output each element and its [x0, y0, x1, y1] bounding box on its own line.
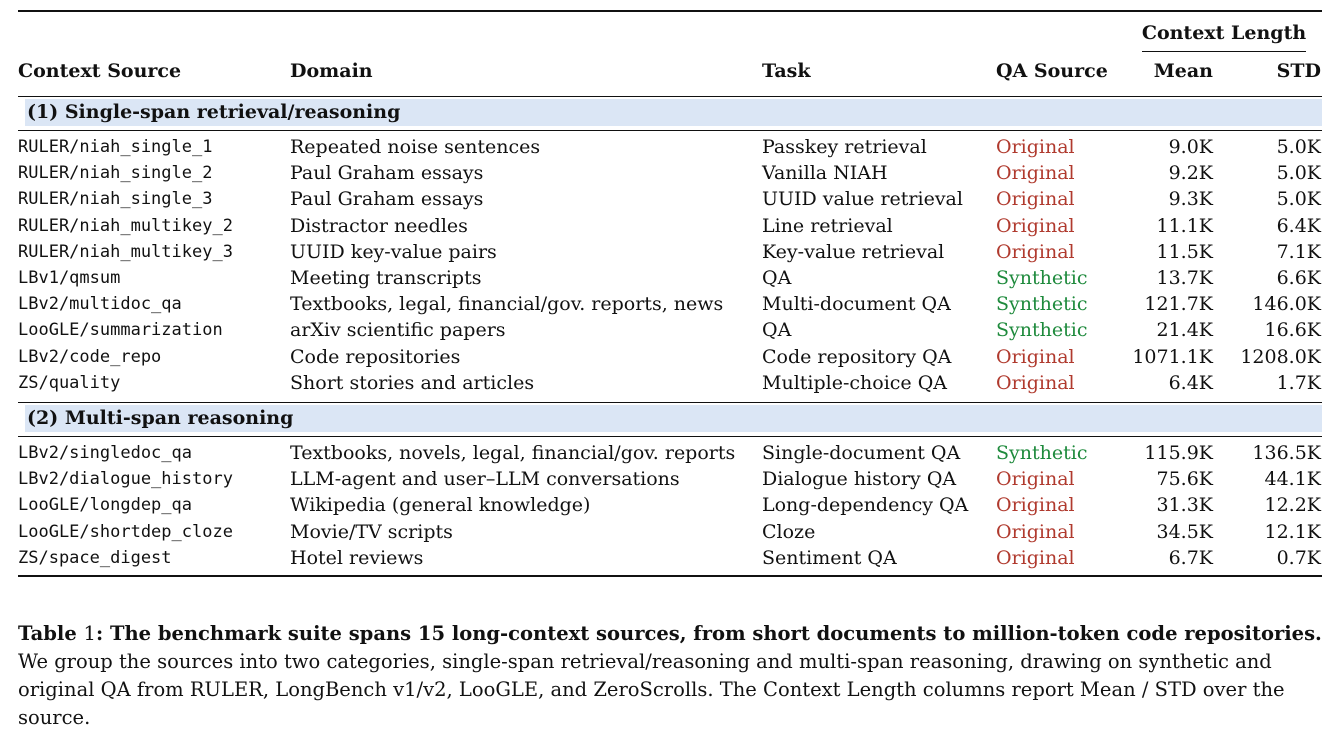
std-cell: 16.6K [1264, 319, 1321, 342]
context-source-cell: RULER/niah_single_3 [18, 189, 213, 210]
context-source-cell: RULER/niah_single_1 [18, 137, 213, 157]
domain-cell: Repeated noise sentences [290, 136, 541, 158]
section-rule [18, 402, 1322, 403]
std-cell: 136.5K [1252, 442, 1321, 464]
context-source-cell: LBv2/dialogue_history [18, 469, 233, 490]
mean-cell: 75.6K [1156, 468, 1213, 491]
table-caption [18, 620, 1328, 732]
domain-cell: Meeting transcripts [290, 267, 482, 289]
context-source-cell: RULER/niah_multikey_2 [18, 215, 233, 236]
qa-source-cell: Synthetic [996, 267, 1088, 289]
table-row [18, 545, 1322, 571]
bottom-rule [18, 575, 1322, 577]
table-row [18, 370, 1322, 396]
std-cell: 6.4K [1276, 214, 1321, 237]
std-cell: 146.0K [1252, 293, 1321, 316]
header-row [18, 60, 1322, 88]
mean-cell: 121.7K [1144, 293, 1213, 316]
context-source-cell: LBv2/singledoc_qa [18, 443, 192, 463]
std-cell: 12.1K [1264, 520, 1321, 543]
domain-cell: Textbooks, novels, legal, financial/gov. reports [290, 442, 736, 464]
qa-source-cell: Original [996, 546, 1075, 569]
mean-cell: 9.2K [1168, 162, 1213, 185]
super-header-context-length: Context Length [1141, 22, 1307, 44]
task-cell: Cloze [762, 520, 816, 543]
mean-cell: 115.9K [1144, 442, 1213, 464]
context-source-cell: LBv1/qmsum [18, 268, 121, 288]
section-rule [18, 96, 1322, 97]
task-cell: UUID value retrieval [762, 188, 963, 211]
header-domain: Domain [290, 60, 373, 82]
super-header-rule [1142, 51, 1306, 52]
table-row [18, 186, 1322, 212]
task-cell: Vanilla NIAH [762, 162, 888, 185]
domain-cell: UUID key-value pairs [290, 240, 497, 263]
table-row [18, 519, 1322, 545]
task-cell: Multiple-choice QA [762, 371, 947, 394]
qa-source-cell: Original [996, 136, 1075, 158]
context-source-cell: LBv2/multidoc_qa [18, 294, 182, 315]
domain-cell: arXiv scientific papers [290, 319, 506, 342]
qa-source-cell: Original [996, 162, 1075, 185]
mean-cell: 9.0K [1168, 136, 1213, 158]
task-cell: QA [762, 319, 792, 342]
task-cell: Multi-document QA [762, 293, 951, 316]
domain-cell: Textbooks, legal, financial/gov. reports, news [290, 293, 724, 316]
std-cell: 0.7K [1276, 546, 1321, 569]
std-cell: 5.0K [1276, 188, 1321, 211]
qa-source-cell: Original [996, 188, 1075, 211]
table-row [18, 160, 1322, 186]
header-qa-source: QA Source [996, 60, 1108, 82]
mean-cell: 34.5K [1156, 520, 1213, 543]
qa-source-cell: Original [996, 494, 1075, 517]
mean-cell: 9.3K [1168, 188, 1213, 211]
domain-cell: Paul Graham essays [290, 162, 484, 185]
mean-cell: 6.7K [1168, 546, 1213, 569]
std-cell: 12.2K [1264, 494, 1321, 517]
header-std: STD [1276, 60, 1321, 82]
task-cell: Key-value retrieval [762, 240, 945, 263]
mean-cell: 31.3K [1156, 494, 1213, 517]
context-source-cell: LooGLE/shortdep_cloze [18, 521, 233, 542]
section-rule [18, 436, 1322, 437]
qa-source-cell: Synthetic [996, 319, 1088, 342]
std-cell: 1.7K [1276, 371, 1321, 394]
mean-cell: 13.7K [1156, 267, 1213, 289]
task-cell: Single-document QA [762, 442, 961, 464]
context-source-cell: LooGLE/longdep_qa [18, 495, 192, 516]
context-source-cell: RULER/niah_multikey_3 [18, 241, 233, 262]
task-cell: Passkey retrieval [762, 136, 927, 158]
qa-source-cell: Original [996, 371, 1075, 394]
std-cell: 44.1K [1264, 468, 1321, 491]
header-task: Task [762, 60, 811, 82]
std-cell: 7.1K [1276, 240, 1321, 263]
table-row [18, 239, 1322, 265]
table-row [18, 440, 1322, 466]
std-cell: 1208.0K [1240, 345, 1321, 368]
qa-source-cell: Original [996, 240, 1075, 263]
std-cell: 5.0K [1276, 136, 1321, 158]
task-cell: Line retrieval [762, 214, 893, 237]
domain-cell: LLM-agent and user–LLM conversations [290, 468, 680, 491]
domain-cell: Short stories and articles [290, 371, 535, 394]
std-cell: 5.0K [1276, 162, 1321, 185]
header-mean: Mean [1153, 60, 1213, 82]
table-row [18, 344, 1322, 370]
qa-source-cell: Synthetic [996, 293, 1088, 316]
caption-title: : The benchmark suite spans 15 long-context sources, from short documents to million-token code repositories. [95, 622, 1322, 645]
caption-body: We group the sources into two categories, single-span retrieval/reasoning and multi-span reasoning, drawing on synthetic and original QA from RULER, LongBench v1/v2, LooGLE, and ZeroScrolls. The Context Length columns report Mean / STD over the source. [18, 650, 1285, 729]
table-row [18, 291, 1322, 317]
mean-cell: 6.4K [1168, 371, 1213, 394]
qa-source-cell: Synthetic [996, 442, 1088, 464]
task-cell: Long-dependency QA [762, 494, 969, 517]
domain-cell: Paul Graham essays [290, 188, 484, 211]
mean-cell: 1071.1K [1132, 345, 1213, 368]
table-row [18, 134, 1322, 160]
mean-cell: 11.5K [1156, 240, 1213, 263]
section-header [25, 99, 1322, 126]
domain-cell: Movie/TV scripts [290, 520, 453, 543]
context-source-cell: ZS/quality [18, 372, 121, 393]
section-rule [18, 130, 1322, 131]
table-row [18, 492, 1322, 518]
top-rule [18, 10, 1322, 12]
context-source-cell: LooGLE/summarization [18, 320, 223, 341]
qa-source-cell: Original [996, 468, 1075, 491]
task-cell: Sentiment QA [762, 546, 897, 569]
table-row [18, 466, 1322, 492]
domain-cell: Distractor needles [290, 214, 468, 237]
domain-cell: Wikipedia (general knowledge) [290, 494, 591, 517]
task-cell: Dialogue history QA [762, 468, 957, 491]
std-cell: 6.6K [1276, 267, 1321, 289]
task-cell: QA [762, 267, 792, 289]
mean-cell: 21.4K [1156, 319, 1213, 342]
context-source-cell: ZS/space_digest [18, 547, 172, 568]
task-cell: Code repository QA [762, 345, 952, 368]
context-source-cell: LBv2/code_repo [18, 346, 162, 367]
table-row [18, 213, 1322, 239]
qa-source-cell: Original [996, 214, 1075, 237]
domain-cell: Code repositories [290, 345, 461, 368]
qa-source-cell: Original [996, 520, 1075, 543]
table-row [18, 265, 1322, 291]
domain-cell: Hotel reviews [290, 546, 424, 569]
section-title: (1) Single-span retrieval/reasoning [27, 101, 401, 123]
section-title: (2) Multi-span reasoning [27, 407, 294, 429]
caption-label: Table 1: The benchmark suite spans 15 long-context sources, from short documents to million-token code repositories. [18, 622, 1322, 645]
header-context-source: Context Source [18, 60, 182, 82]
table-row [18, 317, 1322, 343]
qa-source-cell: Original [996, 345, 1075, 368]
mean-cell: 11.1K [1156, 214, 1213, 237]
section-header [25, 405, 1322, 432]
context-source-cell: RULER/niah_single_2 [18, 163, 213, 184]
